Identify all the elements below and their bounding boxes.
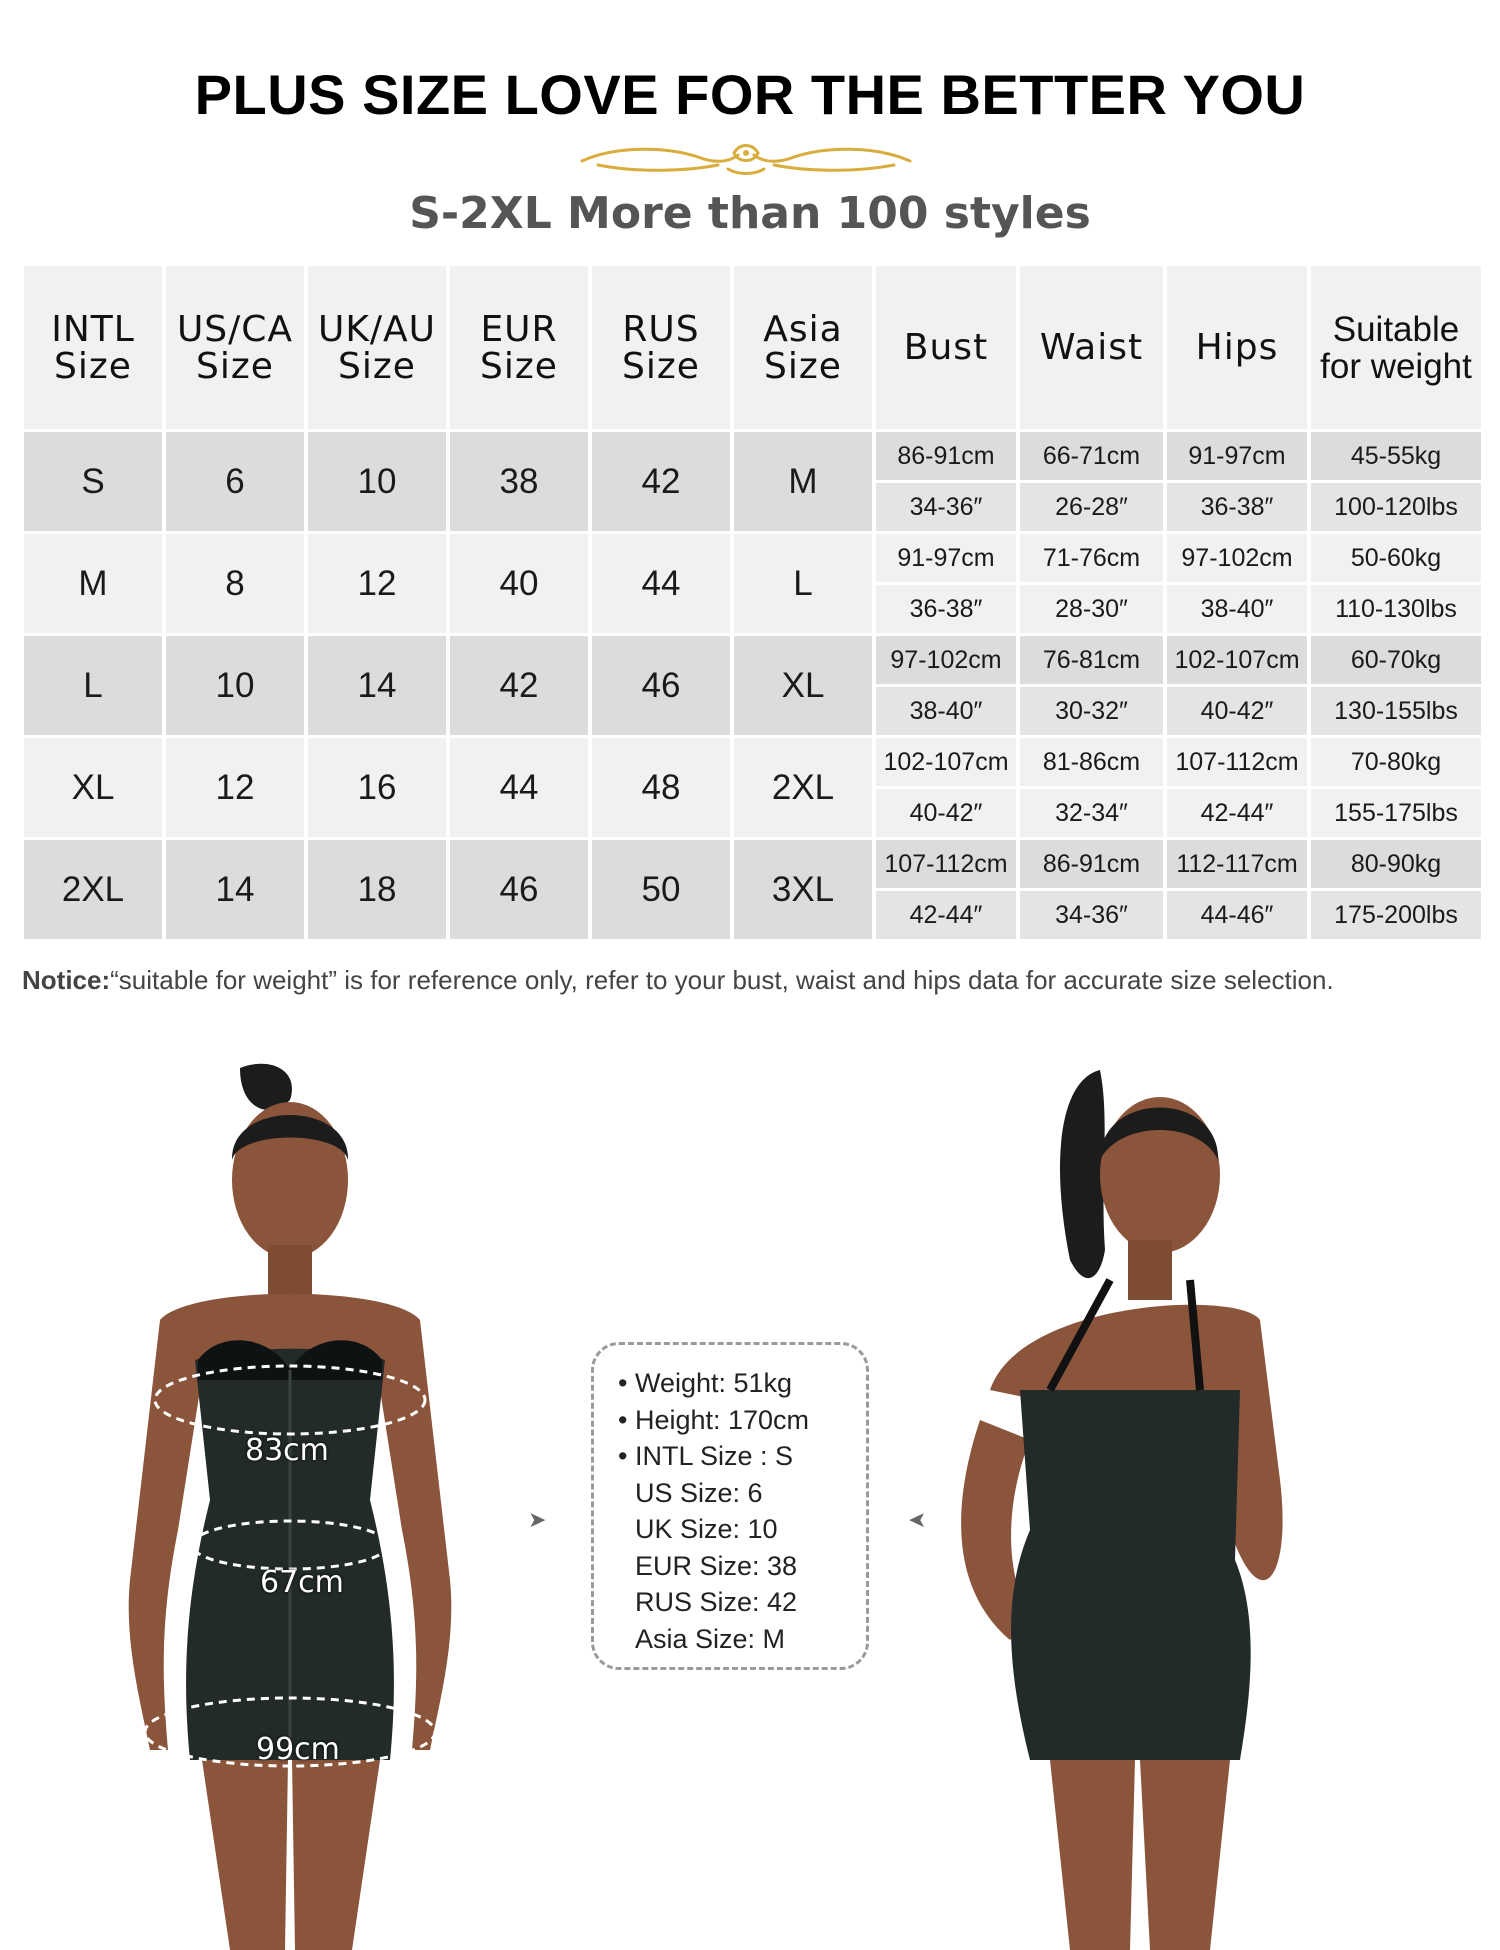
uk-size-cell: 10: [308, 432, 446, 531]
weight-lbs-cell: 175-200lbs: [1311, 891, 1481, 939]
model-height: • Height: 170cm: [618, 1404, 810, 1435]
rus-size-cell: 50: [592, 840, 730, 939]
column-header-line: Hips: [1195, 327, 1279, 368]
eur-size-cell: 46: [450, 840, 588, 939]
column-header: [1020, 266, 1163, 429]
hips-in-cell: 36-38″: [1167, 483, 1307, 531]
rus-size-cell: 44: [592, 534, 730, 633]
bust-in-cell: 42-44″: [876, 891, 1016, 939]
weight-lbs-cell: 130-155lbs: [1311, 687, 1481, 735]
waist-cm-cell: 81-86cm: [1020, 738, 1163, 786]
hips-cm-cell: 102-107cm: [1167, 636, 1307, 684]
column-header-line: Size: [480, 345, 558, 387]
weight-kg-cell: 45-55kg: [1311, 432, 1481, 480]
waist-cm-cell: 86-91cm: [1020, 840, 1163, 888]
us-size-cell: 14: [166, 840, 304, 939]
weight-kg-cell: 60-70kg: [1311, 636, 1481, 684]
column-header: [450, 266, 588, 429]
column-header-line: Size: [54, 345, 132, 387]
bust-cm-cell: 91-97cm: [876, 534, 1016, 582]
table-row: [24, 534, 1481, 582]
model-uk-size: UK Size: 10: [635, 1514, 778, 1544]
waist-in-cell: 28-30″: [1020, 585, 1163, 633]
us-size-cell: 8: [166, 534, 304, 633]
column-header: [592, 266, 730, 429]
page-title: PLUS SIZE LOVE FOR THE BETTER YOU: [194, 63, 1306, 126]
gold-scroll-ornament: [578, 139, 914, 179]
column-header-line: Suitable: [1332, 309, 1460, 349]
column-header-line: RUS: [622, 308, 700, 350]
column-header: [308, 266, 446, 429]
waist-in-cell: 32-34″: [1020, 789, 1163, 837]
column-header: [24, 266, 162, 429]
bust-in-cell: 36-38″: [876, 585, 1016, 633]
waist-in-cell: 34-36″: [1020, 891, 1163, 939]
weight-kg-cell: 50-60kg: [1311, 534, 1481, 582]
column-header-line: Asia: [763, 308, 843, 350]
column-header: [1311, 266, 1481, 429]
intl-size-cell: M: [24, 534, 162, 633]
eur-size-cell: 38: [450, 432, 588, 531]
model-info-box: [591, 1342, 869, 1670]
column-header-line: Size: [196, 345, 274, 387]
bust-measurement-label: 83cm: [245, 1433, 329, 1468]
model-eur-size: EUR Size: 38: [635, 1550, 798, 1581]
asia-size-cell: 3XL: [734, 840, 872, 939]
model-us-size: US Size: 6: [635, 1477, 763, 1508]
us-size-cell: 6: [166, 432, 304, 531]
bust-cm-cell: 102-107cm: [876, 738, 1016, 786]
model-back-photo: [900, 1060, 1360, 1950]
waist-cm-cell: 66-71cm: [1020, 432, 1163, 480]
bust-cm-cell: 107-112cm: [876, 840, 1016, 888]
waist-in-cell: 26-28″: [1020, 483, 1163, 531]
rus-size-cell: 46: [592, 636, 730, 735]
us-size-cell: 12: [166, 738, 304, 837]
model-intl-size: • INTL Size : S: [618, 1441, 793, 1471]
notice-body: “suitable for weight” is for reference only, refer to your bust, waist and hips data for accurate size selection.: [110, 965, 1334, 995]
hips-cm-cell: 91-97cm: [1167, 432, 1307, 480]
table-row: [24, 636, 1481, 684]
intl-size-cell: 2XL: [24, 840, 162, 939]
weight-kg-cell: 70-80kg: [1311, 738, 1481, 786]
table-row: [24, 738, 1481, 786]
column-header-line: Size: [338, 345, 416, 387]
table-row: [24, 432, 1481, 480]
uk-size-cell: 18: [308, 840, 446, 939]
size-chart-table: [20, 263, 1485, 942]
column-header-line: INTL: [51, 308, 135, 350]
bust-in-cell: 40-42″: [876, 789, 1016, 837]
intl-size-cell: XL: [24, 738, 162, 837]
notice-text: [22, 965, 1334, 996]
intl-size-cell: L: [24, 636, 162, 735]
weight-lbs-cell: 100-120lbs: [1311, 483, 1481, 531]
model-front-photo: [90, 1060, 490, 1950]
model-weight: • Weight: 51kg: [618, 1368, 793, 1398]
table-row: [24, 840, 1481, 888]
bust-cm-cell: 97-102cm: [876, 636, 1016, 684]
rus-size-cell: 42: [592, 432, 730, 531]
column-header-line: Bust: [903, 327, 989, 368]
hips-in-cell: 42-44″: [1167, 789, 1307, 837]
uk-size-cell: 14: [308, 636, 446, 735]
column-header: [734, 266, 872, 429]
waist-cm-cell: 71-76cm: [1020, 534, 1163, 582]
column-header-line: EUR: [480, 308, 558, 350]
us-size-cell: 10: [166, 636, 304, 735]
bust-cm-cell: 86-91cm: [876, 432, 1016, 480]
header-row: [24, 266, 1481, 429]
column-header-line: US/CA: [176, 308, 294, 350]
asia-size-cell: M: [734, 432, 872, 531]
notice-label: Notice:: [22, 965, 111, 995]
eur-size-cell: 44: [450, 738, 588, 837]
column-header-line: for weight: [1320, 346, 1472, 386]
asia-size-cell: XL: [734, 636, 872, 735]
uk-size-cell: 16: [308, 738, 446, 837]
eur-size-cell: 42: [450, 636, 588, 735]
triangle-right-icon: ➤: [528, 1507, 547, 1532]
asia-size-cell: L: [734, 534, 872, 633]
hips-in-cell: 38-40″: [1167, 585, 1307, 633]
weight-lbs-cell: 155-175lbs: [1311, 789, 1481, 837]
uk-size-cell: 12: [308, 534, 446, 633]
hips-in-cell: 40-42″: [1167, 687, 1307, 735]
bust-in-cell: 34-36″: [876, 483, 1016, 531]
column-header: [166, 266, 304, 429]
hips-cm-cell: 97-102cm: [1167, 534, 1307, 582]
column-header-line: Size: [764, 345, 842, 387]
rus-size-cell: 48: [592, 738, 730, 837]
column-header-line: UK/AU: [317, 308, 437, 350]
column-header-line: Size: [622, 345, 700, 387]
weight-lbs-cell: 110-130lbs: [1311, 585, 1481, 633]
intl-size-cell: S: [24, 432, 162, 531]
bust-in-cell: 38-40″: [876, 687, 1016, 735]
model-asia-size: Asia Size: M: [635, 1623, 786, 1654]
weight-kg-cell: 80-90kg: [1311, 840, 1481, 888]
hips-in-cell: 44-46″: [1167, 891, 1307, 939]
column-header: [1167, 266, 1307, 429]
waist-in-cell: 30-32″: [1020, 687, 1163, 735]
eur-size-cell: 40: [450, 534, 588, 633]
asia-size-cell: 2XL: [734, 738, 872, 837]
triangle-left-icon: ➤: [908, 1507, 927, 1532]
hips-cm-cell: 112-117cm: [1167, 840, 1307, 888]
page-subtitle: S-2XL More than 100 styles: [409, 188, 1091, 239]
column-header: [876, 266, 1016, 429]
waist-cm-cell: 76-81cm: [1020, 636, 1163, 684]
hips-cm-cell: 107-112cm: [1167, 738, 1307, 786]
waist-measurement-label: 67cm: [260, 1565, 344, 1600]
model-rus-size: RUS Size: 42: [635, 1587, 798, 1617]
hips-measurement-label: 99cm: [256, 1732, 340, 1767]
column-header-line: Waist: [1039, 327, 1144, 368]
